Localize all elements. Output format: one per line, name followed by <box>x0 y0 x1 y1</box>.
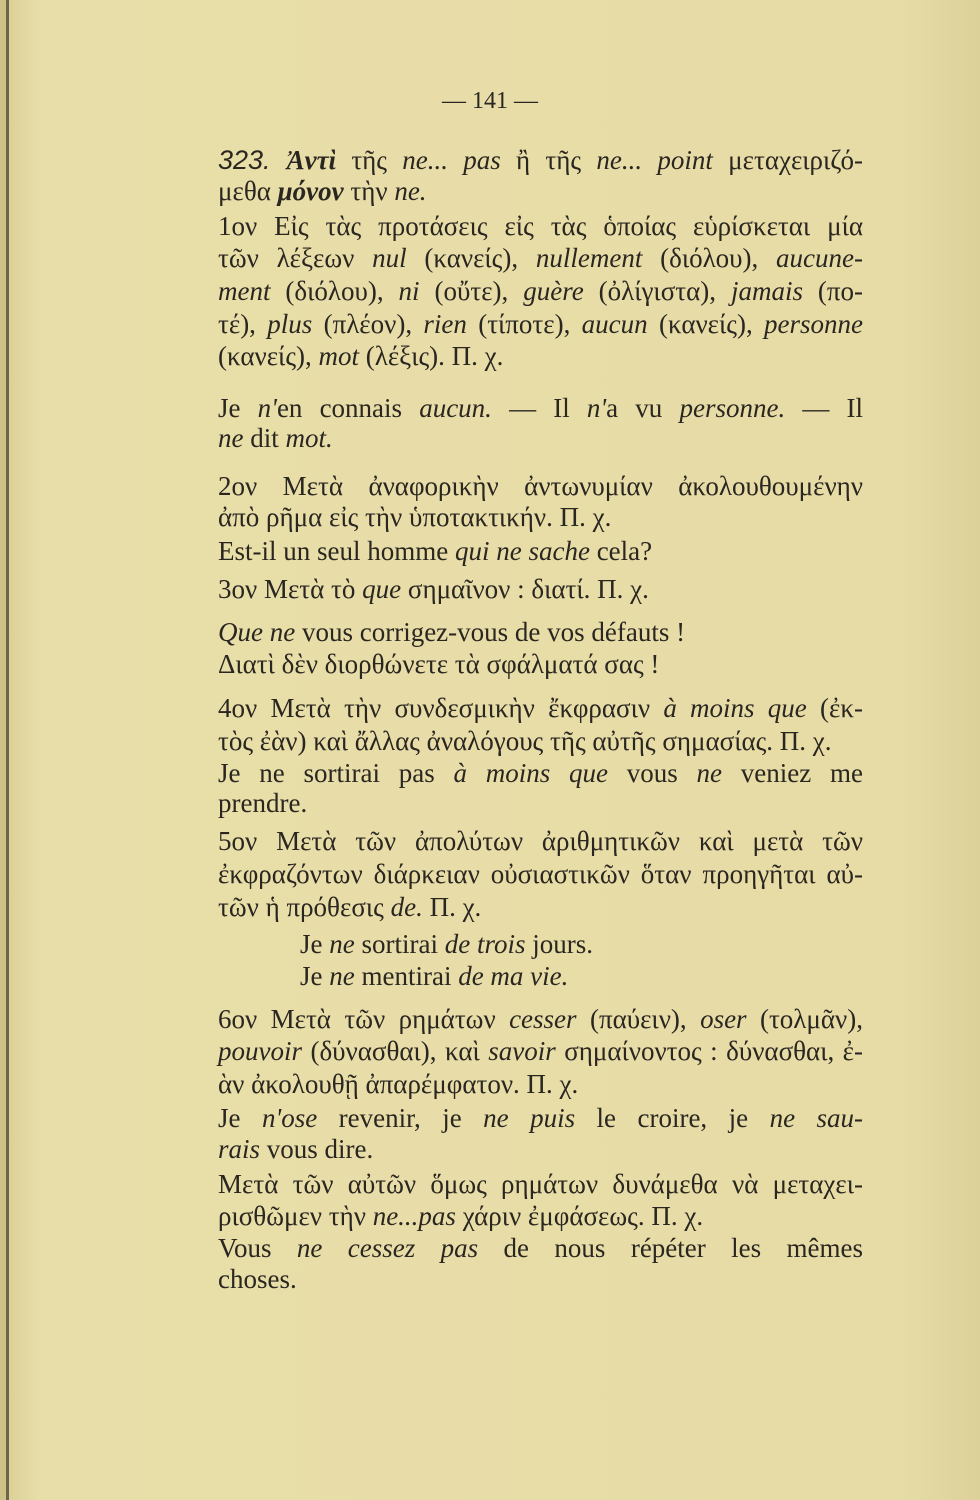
text-segment: Je <box>300 929 330 959</box>
text-segment: 2ον Μετὰ ἀναφορικὴν ἀντωνυμίαν ἀκολουθουμένην <box>218 471 863 501</box>
text-segment: (παύειν), <box>576 1004 701 1034</box>
page-binding-line <box>6 0 9 1500</box>
text-segment: de nous répéter les mêmes <box>478 1233 864 1263</box>
text-line <box>218 1035 863 1067</box>
italic-text: de trois <box>444 929 526 959</box>
text-segment: Π. χ. <box>422 892 482 922</box>
text-segment: dit <box>243 423 286 453</box>
text-segment: Je <box>218 393 258 423</box>
italic-text: cesser <box>509 1004 577 1034</box>
text-segment: τῶν λέξεων <box>218 243 373 273</box>
text-segment: τῶν ἡ πρόθεσις <box>218 892 391 922</box>
italic-text: ne. <box>394 176 427 206</box>
text-line <box>218 1168 863 1200</box>
italic-text: ne <box>218 423 244 453</box>
text-line <box>218 470 863 502</box>
text-line <box>218 210 863 242</box>
text-segment: 3ον Μετὰ τὸ <box>218 574 363 604</box>
italic-text: jamais <box>730 276 803 306</box>
italic-text: ne <box>329 961 355 991</box>
text-segment: Je <box>300 961 330 991</box>
text-segment: vous dire. <box>260 1134 374 1164</box>
text-line <box>218 825 863 857</box>
text-segment: mentirai <box>354 961 459 991</box>
text-segment: ἢ τῆς <box>500 145 597 175</box>
text-line <box>218 787 863 819</box>
text-segment: veniez me <box>722 758 863 788</box>
text-segment: ἀπὸ ρῆμα εἰς τὴν ὑποτακτικήν. Π. χ. <box>218 502 612 532</box>
text-segment: τὸς ἐὰν) καὶ ἄλλας ἀναλόγους τῆς αὐτῆς σημασίας. Π. χ. <box>218 726 832 756</box>
italic-text: mot. <box>285 423 333 453</box>
text-segment: 1ον Εἰς τὰς προτάσεις εἰς τὰς ὁποίας εὑρίσκεται μία <box>218 211 863 241</box>
italic-text: à moins que <box>663 693 807 723</box>
text-segment: (κανείς), <box>647 309 765 339</box>
bold-text: μόνον <box>277 176 344 206</box>
text-segment: a vu <box>606 393 680 423</box>
text-line <box>218 858 863 890</box>
italic-text: Que ne <box>218 617 296 647</box>
text-segment: (πο- <box>802 276 864 306</box>
text-segment: jours. <box>525 929 593 959</box>
text-segment: revenir, je <box>317 1103 484 1133</box>
text-line <box>218 725 863 757</box>
bold-text: Ἀντὶ <box>286 145 337 175</box>
italic-text: personne. <box>679 393 786 423</box>
text-line <box>218 1263 863 1295</box>
text-segment: μεθα <box>218 176 278 206</box>
text-segment: 4ον Μετὰ τὴν συνδεσμικὴν ἔκφρασιν <box>218 693 664 723</box>
text-segment: (ἐκ- <box>806 693 863 723</box>
text-segment: — Il <box>491 393 587 423</box>
text-segment: σημαῖνον : διατί. Π. χ. <box>401 574 649 604</box>
text-line <box>218 1003 863 1035</box>
text-line <box>218 340 863 372</box>
text-line <box>218 891 863 923</box>
text-segment: ὰν ἀκολουθῇ ἀπαρέμφατον. Π. χ. <box>218 1069 579 1099</box>
italic-text: n' <box>586 393 607 423</box>
text-segment: (διόλου), <box>642 243 777 273</box>
italic-text: n' <box>257 393 277 423</box>
italic-text: aucun <box>581 309 648 339</box>
text-segment: (ὀλίγιστα), <box>583 276 731 306</box>
italic-text: ne puis <box>483 1103 576 1133</box>
italic-text: de. <box>390 892 423 922</box>
section-number: 323. <box>218 145 287 175</box>
italic-text: n'ose <box>261 1103 318 1133</box>
text-line <box>218 648 863 680</box>
text-line <box>218 1102 863 1134</box>
italic-text: ne sau- <box>769 1103 864 1133</box>
text-segment: (λέξις). Π. χ. <box>359 341 504 371</box>
text-segment: Vous <box>218 1233 297 1263</box>
text-segment: 5ον Μετὰ τῶν ἀπολύτων ἀριθμητικῶν καὶ μετὰ τῶν <box>218 826 863 856</box>
text-line <box>300 928 593 960</box>
text-segment: Est-il un seul homme <box>218 536 455 566</box>
text-segment: cela? <box>589 536 653 566</box>
italic-text: guère <box>523 276 584 306</box>
text-segment: (τίποτε), <box>466 309 582 339</box>
text-segment: ρισθῶμεν τὴν <box>218 1201 373 1231</box>
italic-text: mot <box>318 341 359 371</box>
italic-text: qui ne sache <box>454 536 590 566</box>
text-segment: Διατὶ δὲν διορθώνετε τὰ σφάλματά σας ! <box>218 649 660 679</box>
text-line <box>218 692 863 724</box>
italic-text: que <box>362 574 402 604</box>
text-line <box>218 1133 863 1165</box>
italic-text: rien <box>423 309 467 339</box>
text-line <box>218 535 863 567</box>
text-line <box>218 242 863 274</box>
text-segment: μεταχειριζό- <box>712 145 863 175</box>
italic-text: ne <box>329 929 355 959</box>
text-segment: en connais <box>276 393 420 423</box>
italic-text: aucun. <box>419 393 492 423</box>
italic-text: ne cessez pas <box>296 1233 479 1263</box>
text-line <box>218 757 863 789</box>
text-segment: σημαίνοντος : δύνασθαι, ἐ- <box>555 1036 863 1066</box>
italic-text: ment <box>218 276 271 306</box>
page-number: — 141 — <box>442 88 538 114</box>
text-segment: (πλέον), <box>312 309 424 339</box>
italic-text: personne <box>764 309 864 339</box>
text-line <box>218 144 863 176</box>
text-line <box>218 422 863 454</box>
text-line <box>218 616 863 648</box>
text-line <box>218 1232 863 1264</box>
italic-text: aucune- <box>776 243 863 273</box>
text-line <box>218 175 863 207</box>
text-segment: (τολμᾶν), <box>746 1004 863 1034</box>
text-segment: vous <box>608 758 697 788</box>
text-line <box>218 308 863 340</box>
text-line <box>218 1200 863 1232</box>
text-segment: Je <box>218 1103 262 1133</box>
text-segment: 6ον Μετὰ τῶν ρημάτων <box>218 1004 510 1034</box>
text-segment: Μετὰ τῶν αὐτῶν ὅμως ρημάτων δυνάμεθα νὰ μεταχει- <box>218 1169 863 1199</box>
italic-text: nul <box>372 243 407 273</box>
italic-text: à moins que <box>453 758 608 788</box>
text-segment: ἐκφραζόντων διάρκειαν οὐσιαστικῶν ὅταν προηγῆται αὐ- <box>218 859 863 889</box>
text-line <box>300 960 568 992</box>
italic-text: ne <box>696 758 723 788</box>
italic-text: pouvoir <box>218 1036 302 1066</box>
text-line <box>218 1068 863 1100</box>
text-segment: τὴν <box>343 176 395 206</box>
text-segment: choses. <box>218 1264 297 1294</box>
italic-text: oser <box>700 1004 747 1034</box>
text-segment: vous corrigez-vous de vos défauts ! <box>295 617 686 647</box>
italic-text: nullement <box>535 243 643 273</box>
text-segment: τῆς <box>336 145 403 175</box>
text-line <box>218 392 863 424</box>
text-line <box>218 573 863 605</box>
text-segment: (κανείς), <box>218 341 319 371</box>
text-segment: (κανείς), <box>406 243 536 273</box>
italic-text: ne...pas <box>372 1201 456 1231</box>
text-segment: τέ), <box>218 309 268 339</box>
text-segment: — Il <box>785 393 863 423</box>
text-segment: (διόλου), <box>270 276 399 306</box>
text-segment: (οὔτε), <box>419 276 524 306</box>
text-segment: le croire, je <box>575 1103 770 1133</box>
text-segment: Je ne sortirai pas <box>218 758 454 788</box>
italic-text: ne... pas <box>402 145 501 175</box>
italic-text: de ma vie. <box>458 961 569 991</box>
text-line <box>218 501 863 533</box>
italic-text: plus <box>267 309 313 339</box>
text-line <box>218 275 863 307</box>
text-segment: prendre. <box>218 788 308 818</box>
italic-text: ni <box>398 276 420 306</box>
italic-text: ne... point <box>596 145 713 175</box>
text-segment: (δύνασθαι), καὶ <box>302 1036 489 1066</box>
text-segment: sortirai <box>354 929 445 959</box>
italic-text: rais <box>218 1134 261 1164</box>
text-segment: χάριν ἐμφάσεως. Π. χ. <box>455 1201 704 1231</box>
italic-text: savoir <box>488 1036 556 1066</box>
